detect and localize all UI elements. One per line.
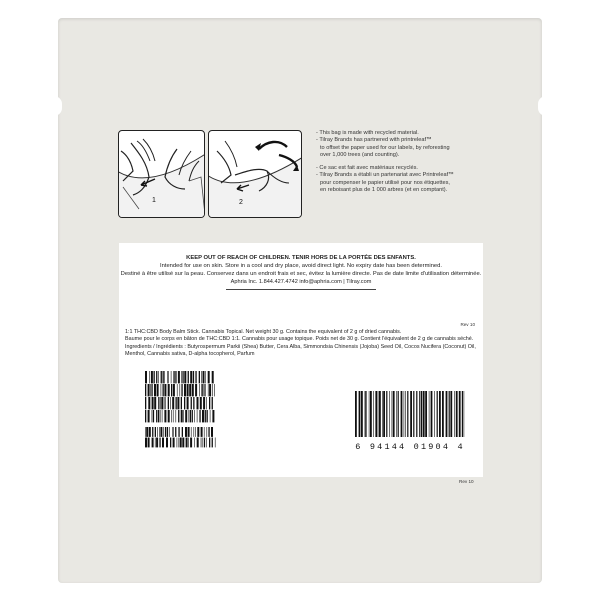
barcode-bar xyxy=(170,397,171,409)
barcode-bar xyxy=(203,397,205,409)
barcode-bar xyxy=(163,427,164,437)
step-2-number: 2 xyxy=(239,199,243,206)
barcode-bar xyxy=(365,391,366,437)
barcode-bar xyxy=(355,391,357,437)
barcode-bar xyxy=(182,427,183,437)
barcode-bar xyxy=(203,371,205,383)
barcode-bar xyxy=(379,391,381,437)
barcode-bar xyxy=(158,371,159,383)
barcode-bar xyxy=(382,391,383,437)
barcode-bar xyxy=(191,427,192,437)
barcode-bar xyxy=(200,397,202,409)
barcode-bar xyxy=(156,371,157,383)
step-1-number: 1 xyxy=(152,197,156,204)
barcode-bar xyxy=(212,384,213,396)
barcode-bar xyxy=(167,371,168,383)
barcode-bar xyxy=(199,410,200,422)
barcode-bar xyxy=(190,410,191,422)
revision-label-bottom: Rev 10 xyxy=(459,479,474,484)
barcode-bar xyxy=(195,384,197,396)
barcode-bar xyxy=(201,438,202,448)
barcode-bar xyxy=(214,384,215,396)
barcode-bar xyxy=(439,391,441,437)
barcode-bar xyxy=(162,410,163,422)
barcode-bar xyxy=(464,391,465,437)
barcode-bar xyxy=(199,371,200,383)
barcode-bar xyxy=(195,371,196,383)
barcode-bar xyxy=(168,371,169,383)
barcode-bar xyxy=(405,391,406,437)
barcode-bar xyxy=(187,384,189,396)
barcode-bar xyxy=(434,391,435,437)
barcode-bar xyxy=(151,371,153,383)
barcode-bar xyxy=(168,410,170,422)
barcode-bar xyxy=(212,397,213,409)
company-contact: Aphria Inc. 1.844.427.4742 info@aphria.com | Tilray.com xyxy=(230,279,372,285)
barcode-bar xyxy=(375,391,377,437)
barcode-bar xyxy=(146,427,148,437)
barcode-bar xyxy=(197,397,199,409)
barcode-bar xyxy=(373,391,374,437)
barcode-bar xyxy=(211,427,213,437)
barcode-bar xyxy=(171,384,172,396)
barcode-bar xyxy=(212,438,213,448)
eco-line-fr-4: en reboisant plus de 1 000 arbres (et en comptant). xyxy=(320,186,448,193)
barcode-bar xyxy=(191,397,192,409)
barcode-bar xyxy=(189,384,191,396)
barcode-bar xyxy=(161,384,162,396)
barcode-bar xyxy=(173,410,174,422)
barcode-bar xyxy=(386,391,387,437)
barcode-bar xyxy=(199,384,200,396)
barcode-bar xyxy=(158,410,159,422)
barcode-bar xyxy=(201,427,203,437)
barcode-bar xyxy=(157,384,159,396)
environment-notes xyxy=(316,130,496,194)
barcode-bar xyxy=(178,410,179,422)
eco-line-fr-3: pour compenser le papier utilisé pour nos étiquettes, xyxy=(320,179,450,186)
barcode-bar xyxy=(181,397,182,409)
barcode-bar xyxy=(205,410,206,422)
barcode-bar xyxy=(204,427,205,437)
barcode-bar xyxy=(190,371,192,383)
barcode-bar xyxy=(148,397,150,409)
barcode-bar xyxy=(188,427,190,437)
barcode-bar xyxy=(187,397,189,409)
barcode-bar xyxy=(396,391,397,437)
barcode-bar xyxy=(165,427,166,437)
barcode-bar xyxy=(178,371,180,383)
barcode-bar xyxy=(205,371,206,383)
eco-line-en-2: - Tilray Brands has partnered with printreleaf™ xyxy=(316,137,432,144)
barcode-bar xyxy=(149,371,150,383)
product-description xyxy=(125,329,477,359)
barcode-bar xyxy=(194,427,195,437)
barcode-bar xyxy=(154,384,156,396)
barcode-bar xyxy=(193,371,194,383)
barcode-bar xyxy=(145,397,146,409)
barcode-bar xyxy=(370,391,372,437)
barcode-bar xyxy=(462,391,463,437)
barcode-bar xyxy=(188,371,189,383)
barcode-bar xyxy=(153,410,154,422)
barcode-bar xyxy=(164,384,166,396)
product-label xyxy=(119,243,483,477)
barcode-bar xyxy=(145,384,146,396)
barcode-bar xyxy=(194,438,195,448)
barcode-bar xyxy=(176,410,177,422)
barcode-bar xyxy=(449,391,450,437)
tear-instruction-step-2 xyxy=(208,130,302,218)
barcode-bar xyxy=(207,427,208,437)
eco-line-en-3: to offset the paper used for our labels, by reforesting xyxy=(320,144,450,151)
barcode-bar xyxy=(164,410,166,422)
barcode-bar xyxy=(197,410,198,422)
barcode-bar xyxy=(151,384,152,396)
barcode-bar xyxy=(162,438,164,448)
barcode-bar xyxy=(184,371,186,383)
product-description-fr: Baume pour le corps en bâton de THC:CBD 1:1. Cannabis pour usage topique. Poids net de 30 g. Contient l'équivalent de 2 g de cannabis séché. xyxy=(125,336,474,343)
barcode-bar xyxy=(175,371,176,383)
barcode-2d-stacked-bottom xyxy=(145,427,216,448)
barcode-bar xyxy=(181,371,182,383)
barcode-bar xyxy=(204,384,205,396)
barcode-bar xyxy=(398,391,399,437)
barcode-bar xyxy=(197,427,199,437)
barcode-bar xyxy=(171,410,172,422)
revision-label-top: Rev 10 xyxy=(460,322,475,327)
barcode-bar xyxy=(192,410,193,422)
barcode-bar xyxy=(392,391,393,437)
barcode-bar xyxy=(208,371,210,383)
barcode-bar xyxy=(181,384,182,396)
barcode-bar xyxy=(416,391,417,437)
barcode-bar xyxy=(155,427,156,437)
barcode-bar xyxy=(175,427,176,437)
ingredients-line-2: Menthol, Cannabis sativa, D-alpha tocopherol, Parfum xyxy=(125,351,255,358)
barcode-bar xyxy=(181,410,183,422)
barcode-bar xyxy=(161,397,163,409)
barcode-bar xyxy=(206,438,207,448)
barcode-bar xyxy=(182,371,183,383)
barcode-bar xyxy=(159,427,160,437)
barcode-bar xyxy=(197,438,199,448)
barcode-bar xyxy=(177,438,178,448)
barcode-bar xyxy=(172,397,174,409)
barcode-bar xyxy=(195,427,196,437)
barcode-bar xyxy=(166,438,168,448)
barcode-bar xyxy=(446,391,448,437)
barcode-bar xyxy=(154,397,156,409)
barcode-bar xyxy=(459,391,461,437)
barcode-bar xyxy=(163,384,164,396)
barcode-bar xyxy=(160,410,161,422)
barcode-bar xyxy=(183,410,184,422)
barcode-bar xyxy=(425,391,427,437)
barcode-bar xyxy=(404,391,405,437)
barcode-bar xyxy=(208,427,209,437)
barcode-bar xyxy=(145,410,146,422)
barcode-bar xyxy=(155,438,156,448)
barcode-bar xyxy=(152,427,153,437)
barcode-bar xyxy=(389,391,390,437)
barcode-bar xyxy=(180,438,182,448)
barcode-bar xyxy=(401,391,403,437)
barcode-bar xyxy=(158,397,159,409)
barcode-bar xyxy=(184,397,185,409)
barcode-bar xyxy=(161,371,162,383)
barcode-bar xyxy=(423,391,425,437)
barcode-bar xyxy=(188,438,189,448)
barcode-bar xyxy=(160,427,162,437)
barcode-bar xyxy=(176,397,177,409)
barcode-bar xyxy=(165,397,166,409)
barcode-bar xyxy=(160,397,161,409)
barcode-bar xyxy=(369,391,370,437)
barcode-bar xyxy=(209,384,211,396)
barcode-bar xyxy=(383,391,385,437)
barcode-bar xyxy=(148,410,150,422)
barcode-bar xyxy=(182,438,184,448)
barcode-bar xyxy=(148,384,150,396)
tear-step-1-illustration xyxy=(119,131,204,217)
barcode-bar xyxy=(202,410,204,422)
barcode-bar xyxy=(156,438,158,448)
barcode-bar xyxy=(207,410,208,422)
barcode-bar xyxy=(419,391,420,437)
barcode-bar xyxy=(210,410,211,422)
barcode-bar xyxy=(437,391,438,437)
barcode-bar xyxy=(208,384,209,396)
barcode-bar xyxy=(361,391,363,437)
barcode-bar xyxy=(145,438,147,448)
barcode-bar xyxy=(159,438,160,448)
barcode-bar xyxy=(204,438,205,448)
tear-instruction-step-1 xyxy=(118,130,205,218)
barcode-bar xyxy=(179,438,180,448)
divider xyxy=(226,289,376,290)
barcode-bar xyxy=(167,427,168,437)
ingredients-line-1: Ingredients / Ingrédients : Butyrospermum Parkii (Shea) Butter, Cera Alba, Simmondsia Chinensis (Jojoba) Seed Oil, Cocos Nucifera (Coconut) Oil, xyxy=(125,343,476,350)
barcode-bar xyxy=(429,391,430,437)
barcode-bar xyxy=(168,384,170,396)
barcode-bar xyxy=(366,391,367,437)
barcode-bar xyxy=(194,410,195,422)
barcode-bar xyxy=(177,384,178,396)
barcode-bar xyxy=(156,410,157,422)
barcode-bar xyxy=(184,384,186,396)
barcode-bar xyxy=(212,371,214,383)
barcode-bar xyxy=(154,371,155,383)
barcode-bar xyxy=(378,391,379,437)
barcode-bar xyxy=(192,384,194,396)
barcode-bar xyxy=(212,410,214,422)
barcode-bar xyxy=(421,391,422,437)
eco-line-en-1: - This bag is made with recycled material. xyxy=(316,130,419,136)
barcode-bar xyxy=(148,438,150,448)
barcode-bar xyxy=(145,427,146,437)
barcode-bar xyxy=(173,438,175,448)
upc-number: 6 94144 01904 4 xyxy=(355,442,465,452)
barcode-bar xyxy=(177,397,179,409)
barcode-bar xyxy=(442,391,444,437)
warning-block xyxy=(119,255,483,278)
barcode-bar xyxy=(152,397,154,409)
barcode-bar xyxy=(413,391,414,437)
barcode-bar xyxy=(186,438,188,448)
tear-step-2-illustration xyxy=(209,131,301,217)
barcode-2d-stacked-top xyxy=(145,371,216,423)
barcode-bar xyxy=(180,384,181,396)
barcode-bar xyxy=(149,427,151,437)
barcode-bar xyxy=(173,427,174,437)
upc-barcode xyxy=(355,391,465,437)
barcode-bar xyxy=(185,427,187,437)
barcode-bar xyxy=(152,410,153,422)
barcode-bar xyxy=(201,371,202,383)
barcode-bar xyxy=(209,397,210,409)
barcode-bar xyxy=(172,427,173,437)
barcode-bar xyxy=(215,438,216,448)
barcode-bar xyxy=(202,438,203,448)
barcode-bar xyxy=(193,397,194,409)
barcode-bar xyxy=(209,438,210,448)
barcode-bar xyxy=(393,391,395,437)
barcode-bar xyxy=(164,397,165,409)
product-description-en: 1:1 THC:CBD Body Balm Stick. Cannabis Topical. Net weight 30 g. Contains the equivalent of 2 g of dried cannabis. xyxy=(125,329,402,335)
barcode-bar xyxy=(150,384,151,396)
eco-line-fr-1: - Ce sac est fait avec matériaux recyclés. xyxy=(316,165,418,172)
barcode-bar xyxy=(410,391,412,437)
warning-title: KEEP OUT OF REACH OF CHILDREN. TENIR HORS DE LA PORTÉE DES ENFANTS. xyxy=(186,255,416,261)
barcode-bar xyxy=(168,397,169,409)
barcode-bar xyxy=(189,410,190,422)
barcode-bar xyxy=(178,427,179,437)
barcode-bar xyxy=(173,371,174,383)
warning-french: Destiné à être utilisé sur la peau. Conservez dans un endroit frais et sec, évitez la lumière directe. Pas de date limite d'utilisation déterminée. xyxy=(120,270,482,277)
barcode-bar xyxy=(202,384,203,396)
eco-line-fr-2: - Tilray Brands a établi un partenariat avec Printreleaf™ xyxy=(316,172,454,179)
barcode-bar xyxy=(359,391,361,437)
barcode-bar xyxy=(170,438,171,448)
barcode-bar xyxy=(407,391,408,437)
barcode-bar xyxy=(206,397,207,409)
barcode-bar xyxy=(145,371,147,383)
barcode-bar xyxy=(164,371,165,383)
barcode-bar xyxy=(157,427,158,437)
barcode-bar xyxy=(456,391,458,437)
barcode-bar xyxy=(163,371,164,383)
barcode-bar xyxy=(450,391,452,437)
barcode-bar xyxy=(454,391,455,437)
warning-english: Intended for use on skin. Store in a cool and dry place, avoid direct light. No expiry date has been determined. xyxy=(160,262,442,269)
barcode-bar xyxy=(190,438,192,448)
barcode-bar xyxy=(171,371,172,383)
eco-line-en-4: over 1,000 trees (and counting). xyxy=(320,151,400,158)
barcode-bar xyxy=(185,410,187,422)
barcode-bar xyxy=(205,384,206,396)
barcode-bar xyxy=(173,384,175,396)
barcode-bar xyxy=(169,427,170,437)
barcode-bar xyxy=(431,391,433,437)
barcode-bar xyxy=(201,384,202,396)
barcode-bar xyxy=(152,438,154,448)
